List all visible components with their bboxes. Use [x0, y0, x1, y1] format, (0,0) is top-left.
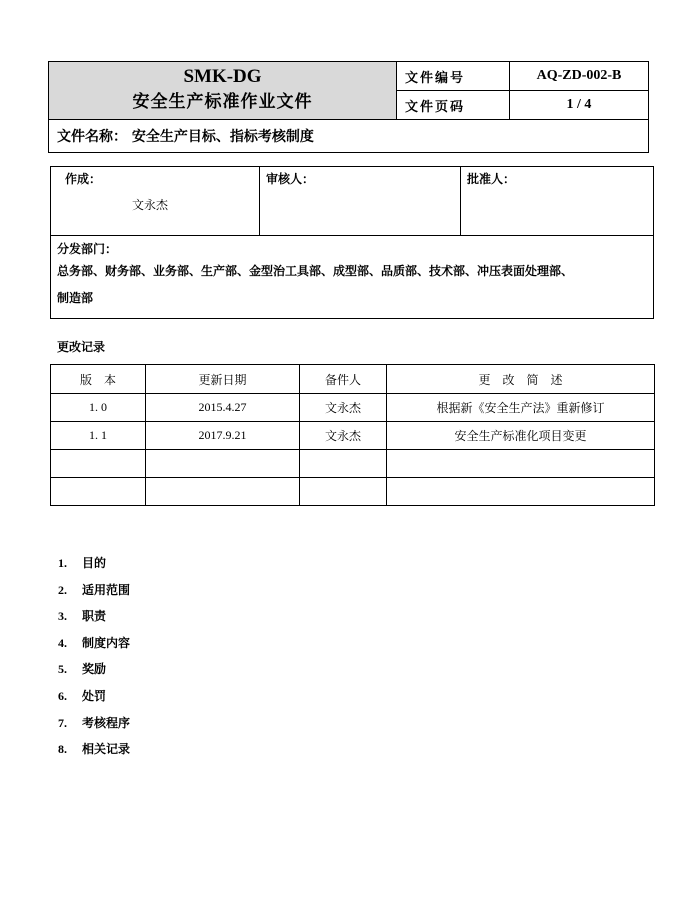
- list-item-number: 1.: [58, 556, 67, 570]
- author-label: 作成：: [65, 172, 102, 186]
- table-cell: [387, 450, 655, 478]
- approver-cell: [461, 167, 654, 236]
- distribution-line-2: 制造部: [57, 291, 94, 305]
- header-brand: [49, 62, 397, 120]
- page-label: 文件页码: [397, 91, 510, 120]
- list-item: [58, 739, 130, 766]
- table-row: [51, 422, 655, 450]
- distribution-line-1: 总务部、财务部、业务部、生产部、金型治工具部、成型部、品质部、技术部、冲压表面处理部、: [57, 264, 574, 278]
- document-header: [48, 61, 649, 153]
- table-of-contents: [58, 553, 130, 766]
- change-log-table: [50, 364, 655, 506]
- table-row: [51, 478, 655, 506]
- list-item-number: 5.: [58, 662, 67, 677]
- table-row: [51, 450, 655, 478]
- approver-label: 批准人：: [467, 172, 516, 186]
- column-header: 备件人: [300, 365, 387, 394]
- table-cell: 2015.4.27: [146, 394, 300, 422]
- page-value: 1 / 4: [510, 91, 649, 120]
- list-item: [58, 580, 130, 607]
- document-type: 安全生产标准作业文件: [132, 92, 313, 112]
- list-item-number: 2.: [58, 582, 67, 597]
- reviewer-label: 审核人：: [266, 172, 315, 186]
- author-cell: [51, 167, 260, 236]
- file-name: 安全生产目标、指标考核制度: [131, 129, 314, 145]
- list-item-label: 相关记录: [82, 742, 131, 757]
- reviewer-cell: [260, 167, 461, 236]
- file-name-label: 文件名称：: [57, 129, 127, 145]
- file-name-row: [49, 120, 649, 153]
- table-cell: 1. 0: [51, 394, 146, 422]
- list-item: [58, 659, 130, 686]
- distribution-label: 分发部门：: [57, 242, 118, 256]
- list-item: [58, 553, 130, 580]
- table-cell: [146, 478, 300, 506]
- distribution-cell: [51, 236, 654, 319]
- table-cell: [51, 478, 146, 506]
- approval-table: [50, 166, 654, 319]
- column-header: 更新日期: [146, 365, 300, 394]
- table-cell: [146, 450, 300, 478]
- column-header: 更 改 简 述: [387, 365, 655, 394]
- doc-no-label: 文件编号: [397, 62, 510, 91]
- company-name: SMK-DG: [183, 66, 262, 87]
- column-header: 版 本: [51, 365, 146, 394]
- list-item-label: 处罚: [82, 688, 107, 703]
- table-cell: [300, 478, 387, 506]
- change-log-title: 更改记录: [57, 340, 106, 354]
- table-cell: 2017.9.21: [146, 422, 300, 450]
- table-row: [51, 394, 655, 422]
- change-log-header-row: [51, 365, 655, 394]
- table-cell: 1. 1: [51, 422, 146, 450]
- list-item-number: 7.: [58, 715, 67, 730]
- list-item-label: 考核程序: [82, 715, 131, 730]
- list-item: [58, 686, 130, 713]
- table-cell: 根据新《安全生产法》重新修订: [387, 394, 655, 422]
- list-item-label: 职责: [82, 609, 107, 624]
- table-cell: [300, 450, 387, 478]
- list-item-label: 适用范围: [82, 582, 131, 597]
- list-item: [58, 606, 130, 633]
- list-item-label: 目的: [82, 556, 107, 570]
- list-item: [58, 633, 130, 660]
- list-item-label: 奖励: [82, 662, 107, 677]
- table-cell: [387, 478, 655, 506]
- table-cell: [51, 450, 146, 478]
- list-item-label: 制度内容: [82, 635, 131, 650]
- list-item-number: 8.: [58, 742, 67, 757]
- author-name: 文永杰: [132, 198, 169, 212]
- doc-no-value: AQ-ZD-002-B: [510, 62, 649, 91]
- list-item-number: 6.: [58, 688, 67, 703]
- table-cell: 安全生产标准化项目变更: [387, 422, 655, 450]
- table-cell: 文永杰: [300, 394, 387, 422]
- list-item-number: 3.: [58, 609, 67, 624]
- list-item-number: 4.: [58, 635, 67, 650]
- table-cell: 文永杰: [300, 422, 387, 450]
- list-item: [58, 713, 130, 740]
